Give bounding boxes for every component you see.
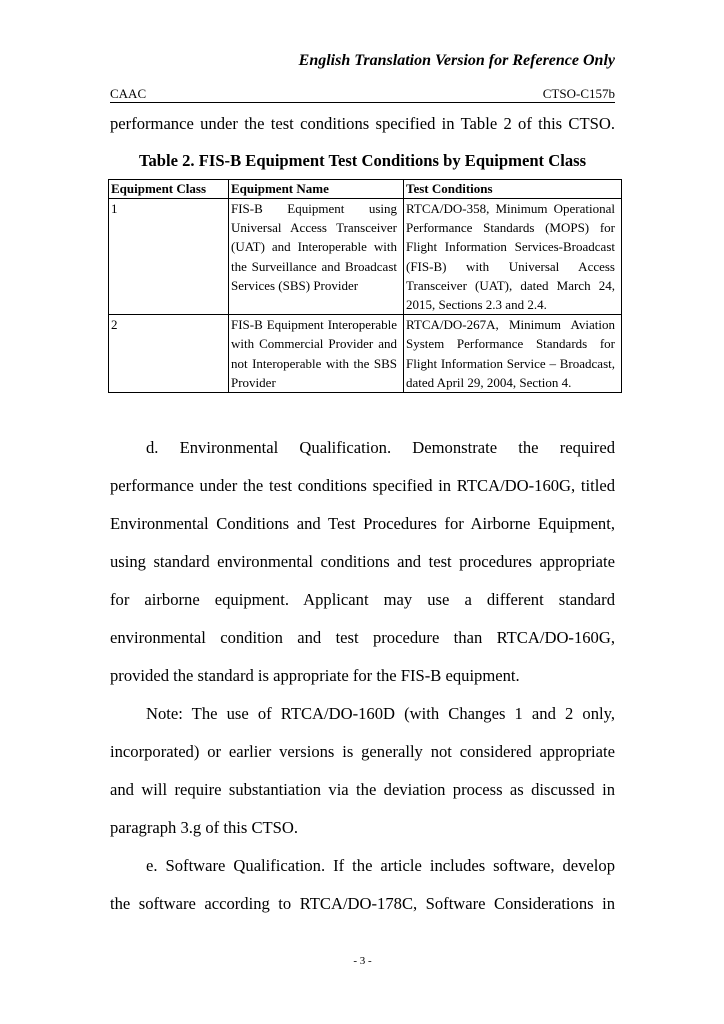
table-row (109, 199, 622, 315)
body-line: Environmental Conditions and Test Procedures for Airborne Equipment, (110, 514, 615, 533)
body-line: d. Environmental Qualification. Demonstrate the required (146, 438, 615, 457)
body-line: performance under the test conditions specified in RTCA/DO-160G, titled (110, 476, 615, 495)
table-row (109, 315, 622, 393)
column-header: Test Conditions (404, 180, 622, 199)
body-line: the software according to RTCA/DO-178C, Software Considerations in (110, 894, 615, 913)
header-doc-id: CTSO-C157b (542, 86, 615, 101)
table-title: Table 2. FIS-B Equipment Test Conditions by Equipment Class (138, 151, 587, 170)
header-org: CAAC (110, 86, 147, 101)
body-line: using standard environmental conditions and test procedures appropriate (110, 552, 615, 571)
equipment-class-cell: 1 (109, 199, 229, 315)
test-conditions-table (108, 179, 622, 393)
test-conditions-cell: RTCA/DO-267A, Minimum Aviation System Performance Standards for Flight Information Service – Broadcast, dated April 29, 2004, Section 4. (404, 315, 622, 393)
intro-line: performance under the test conditions specified in Table 2 of this CTSO. (110, 114, 615, 133)
body-line: provided the standard is appropriate for the FIS-B equipment. (110, 666, 520, 685)
test-conditions-cell: RTCA/DO-358, Minimum Operational Performance Standards (MOPS) for Flight Information Services-Broadcast (FIS-B) with Universal Access Transceiver (UAT), dated March 24, 2015, Sections 2.3 and 2.4. (404, 199, 622, 315)
body-line: Note: The use of RTCA/DO-160D (with Changes 1 and 2 only, (146, 704, 615, 723)
page-number: - 3 - (353, 955, 372, 967)
body-line: and will require substantiation via the deviation process as discussed in (110, 780, 615, 799)
column-header: Equipment Name (229, 180, 404, 199)
body-line: environmental condition and test procedure than RTCA/DO-160G, (110, 628, 615, 647)
body-line: incorporated) or earlier versions is generally not considered appropriate (110, 742, 615, 761)
body-line: paragraph 3.g of this CTSO. (110, 818, 299, 837)
body-line: for airborne equipment. Applicant may use a different standard (110, 590, 615, 609)
table-header-row (109, 180, 622, 199)
equipment-name-cell: FIS-B Equipment using Universal Access Transceiver (UAT) and Interoperable with the Surveillance and Broadcast Services (SBS) Provider (229, 199, 404, 315)
column-header: Equipment Class (109, 180, 229, 199)
body-line: e. Software Qualification. If the article includes software, develop (146, 856, 615, 875)
equipment-name-cell: FIS-B Equipment Interoperable with Commercial Provider and not Interoperable with the SBS Provider (229, 315, 404, 393)
header-title: English Translation Version for Reference Only (298, 52, 615, 69)
equipment-class-cell: 2 (109, 315, 229, 393)
header-divider (110, 102, 615, 103)
